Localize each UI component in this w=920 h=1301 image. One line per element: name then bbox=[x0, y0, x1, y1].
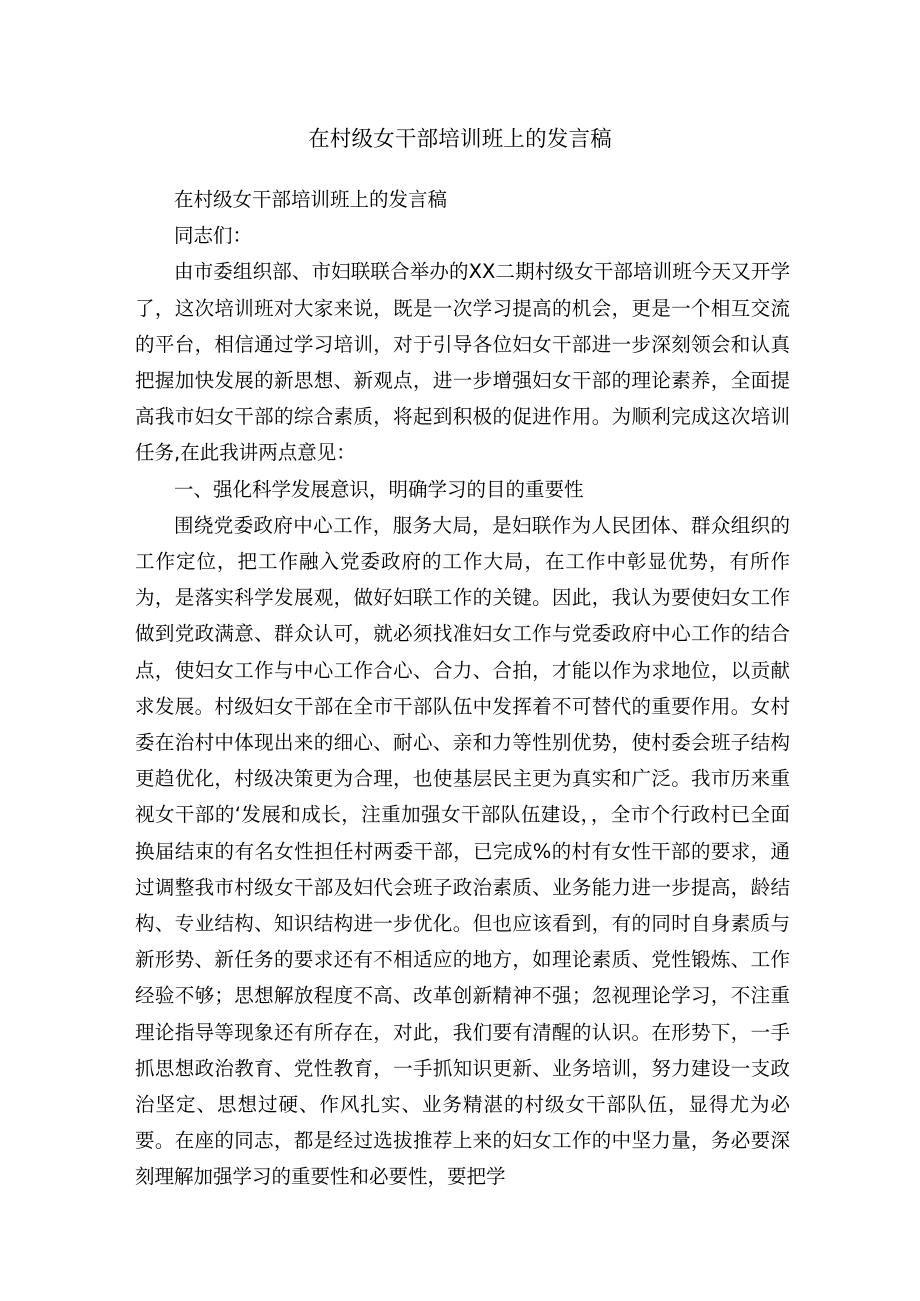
section-heading: 一、强化科学发展意识，明确学习的目的重要性 bbox=[174, 477, 584, 501]
section-body-paragraph: 围绕党委政府中心工作，服务大局，是妇联作为人民团体、群众组织的工作定位，把工作融入党委政府的工作大局，在工作中彰显优势，有所作为，是落实科学发展观，做好妇联工作的关键。因此，我认为要使妇女工作做到党政满意、群众认可，就必须找准妇女工作与党委政府中心工作的结合点，使妇女工作与中心工作合心、合力、合拍，才能以作为求地位，以贡献求发展。村级妇女干部在全市干部队伍中发挥着不可替代的重要作用。女村委在治村中体现出来的细心、耐心、亲和力等性别优势，使村委会班子结构更趋优化，村级决策更为合理，也使基层民主更为真实和广泛。我市历来重视女干部的‘发展和成长，注重加强女干部队伍建设，，全市个行政村已全面换届结束的有名女性担任村两委干部，已完成%的村有女性干部的要求，通过调整我市村级女干部及妇代会班子政治素质、业务能力进一步提高，龄结构、专业结构、知识结构进一步优化。但也应该看到，有的同时自身素质与新形势、新任务的要求还有不相适应的地方，如理论素质、党性锻炼、工作经验不够；思想解放程度不高、改革创新精神不强；忽视理论学习，不注重理论指导等现象还有所存在，对此，我们要有清醒的认识。在形势下，一手抓思想政治教育、党性教育，一手抓知识更新、业务培训，努力建设一支政治坚定、思想过硬、作风扎实、业务精湛的村级女干部队伍，显得尤为必要。在座的同志，都是经过选拔推荐上来的妇女工作的中坚力量，务必要深刻理解加强学习的重要性和必要性，要把学 bbox=[135, 513, 790, 1189]
subtitle-paragraph: 在村级女干部培训班上的发言稿 bbox=[174, 188, 448, 211]
intro-paragraph: 由市委组织部、市妇联联合举办的XX二期村级女干部培训班今天又开学了，这次培训班对大家来说，既是一次学习提高的机会，更是一个相互交流的平台，相信通过学习培训，对于引导各位妇女干部进一步深刻领会和认真把握加快发展的新思想、新观点，进一步增强妇女干部的理论素养，全面提高我市妇女干部的综合素质，将起到积极的促进作用。为顺利完成这次培训任务,在此我讲两点意见： bbox=[135, 260, 790, 465]
salutation-paragraph: 同志们： bbox=[174, 224, 253, 248]
page-title: 在村级女干部培训班上的发言稿 bbox=[308, 127, 612, 152]
document-body bbox=[135, 182, 790, 1196]
